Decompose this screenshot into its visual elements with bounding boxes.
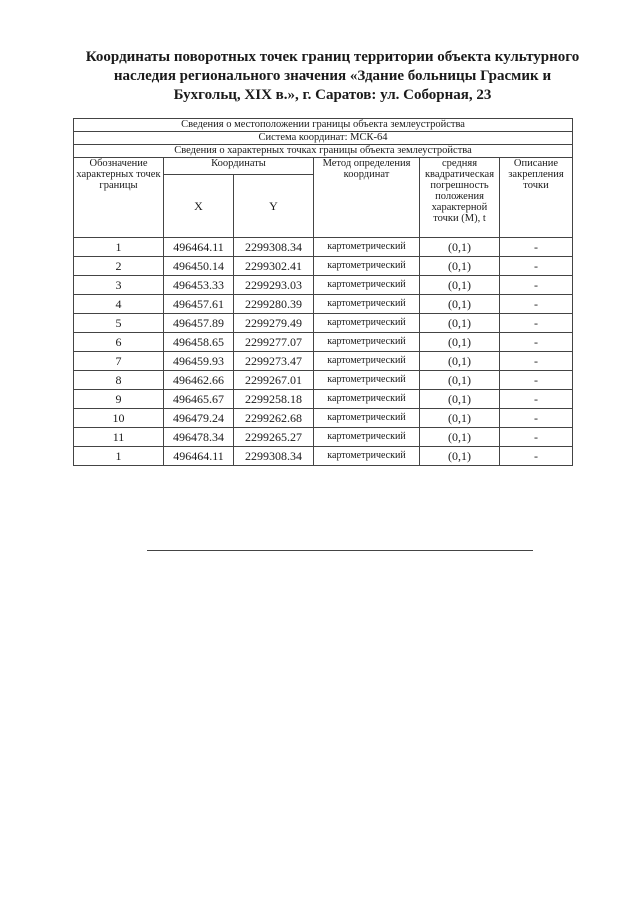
signature-line — [147, 550, 533, 551]
cell-point: 7 — [74, 352, 164, 371]
cell-method: картометрический — [314, 238, 420, 257]
cell-error: (0,1) — [420, 371, 500, 390]
cell-point: 11 — [74, 428, 164, 447]
table-row — [74, 447, 573, 466]
cell-x: 496464.11 — [164, 447, 234, 466]
cell-method: картометрический — [314, 352, 420, 371]
cell-method: картометрический — [314, 257, 420, 276]
table-row — [74, 314, 573, 333]
cell-x: 496453.33 — [164, 276, 234, 295]
info-coordinate-system: Система координат: МСК-64 — [74, 132, 573, 145]
info-location: Сведения о местоположении границы объекта землеустройства — [74, 119, 573, 132]
cell-point: 9 — [74, 390, 164, 409]
cell-point: 3 — [74, 276, 164, 295]
cell-description: - — [500, 428, 573, 447]
cell-x: 496479.24 — [164, 409, 234, 428]
cell-error: (0,1) — [420, 333, 500, 352]
cell-y: 2299302.41 — [234, 257, 314, 276]
cell-method: картометрический — [314, 447, 420, 466]
table-row — [74, 352, 573, 371]
cell-y: 2299308.34 — [234, 238, 314, 257]
cell-x: 496450.14 — [164, 257, 234, 276]
cell-error: (0,1) — [420, 276, 500, 295]
cell-method: картометрический — [314, 295, 420, 314]
cell-point: 5 — [74, 314, 164, 333]
cell-x: 496457.61 — [164, 295, 234, 314]
cell-x: 496458.65 — [164, 333, 234, 352]
cell-description: - — [500, 276, 573, 295]
cell-y: 2299308.34 — [234, 447, 314, 466]
cell-error: (0,1) — [420, 257, 500, 276]
cell-point: 1 — [74, 238, 164, 257]
cell-method: картометрический — [314, 314, 420, 333]
table-row — [74, 333, 573, 352]
header-x: X — [164, 175, 234, 238]
header-method: Метод определения координат — [314, 158, 420, 238]
title-line: Бухгольц, XIX в.», г. Саратов: ул. Соборная, 23 — [173, 87, 492, 103]
header-coordinates: Координаты — [164, 158, 314, 175]
cell-point: 6 — [74, 333, 164, 352]
cell-error: (0,1) — [420, 352, 500, 371]
cell-method: картометрический — [314, 409, 420, 428]
cell-y: 2299265.27 — [234, 428, 314, 447]
cell-point: 2 — [74, 257, 164, 276]
title-line: Координаты поворотных точек границ территории объекта культурного — [85, 49, 580, 65]
cell-error: (0,1) — [420, 295, 500, 314]
cell-error: (0,1) — [420, 314, 500, 333]
document-title — [60, 48, 605, 105]
cell-description: - — [500, 371, 573, 390]
header-y: Y — [234, 175, 314, 238]
cell-x: 496478.34 — [164, 428, 234, 447]
cell-point: 10 — [74, 409, 164, 428]
cell-x: 496464.11 — [164, 238, 234, 257]
cell-x: 496457.89 — [164, 314, 234, 333]
cell-point: 1 — [74, 447, 164, 466]
cell-y: 2299280.39 — [234, 295, 314, 314]
cell-y: 2299293.03 — [234, 276, 314, 295]
cell-method: картометрический — [314, 371, 420, 390]
cell-error: (0,1) — [420, 409, 500, 428]
cell-y: 2299277.07 — [234, 333, 314, 352]
title-line: наследия регионального значения «Здание больницы Грасмик и — [113, 68, 552, 84]
header-error: средняя квадратическая погрешность положения характерной точки (М), t — [420, 158, 500, 238]
cell-error: (0,1) — [420, 428, 500, 447]
cell-description: - — [500, 447, 573, 466]
cell-point: 4 — [74, 295, 164, 314]
table-row — [74, 409, 573, 428]
cell-description: - — [500, 257, 573, 276]
cell-y: 2299262.68 — [234, 409, 314, 428]
table-row — [74, 276, 573, 295]
cell-method: картометрический — [314, 333, 420, 352]
cell-point: 8 — [74, 371, 164, 390]
coordinates-table — [73, 118, 573, 466]
cell-y: 2299273.47 — [234, 352, 314, 371]
cell-description: - — [500, 390, 573, 409]
cell-x: 496465.67 — [164, 390, 234, 409]
cell-y: 2299258.18 — [234, 390, 314, 409]
cell-error: (0,1) — [420, 447, 500, 466]
cell-error: (0,1) — [420, 390, 500, 409]
header-description: Описание закрепления точки — [500, 158, 573, 238]
cell-description: - — [500, 238, 573, 257]
cell-x: 496459.93 — [164, 352, 234, 371]
cell-description: - — [500, 352, 573, 371]
table-row — [74, 371, 573, 390]
cell-x: 496462.66 — [164, 371, 234, 390]
cell-method: картометрический — [314, 390, 420, 409]
table-row — [74, 428, 573, 447]
header-point: Обозначение характерных точек границы — [74, 158, 164, 238]
cell-error: (0,1) — [420, 238, 500, 257]
info-points: Сведения о характерных точках границы объекта землеустройства — [74, 145, 573, 158]
cell-y: 2299279.49 — [234, 314, 314, 333]
cell-method: картометрический — [314, 428, 420, 447]
cell-description: - — [500, 333, 573, 352]
cell-description: - — [500, 295, 573, 314]
table-row — [74, 390, 573, 409]
cell-method: картометрический — [314, 276, 420, 295]
cell-y: 2299267.01 — [234, 371, 314, 390]
cell-description: - — [500, 409, 573, 428]
cell-description: - — [500, 314, 573, 333]
table-row — [74, 238, 573, 257]
table-row — [74, 257, 573, 276]
table-row — [74, 295, 573, 314]
